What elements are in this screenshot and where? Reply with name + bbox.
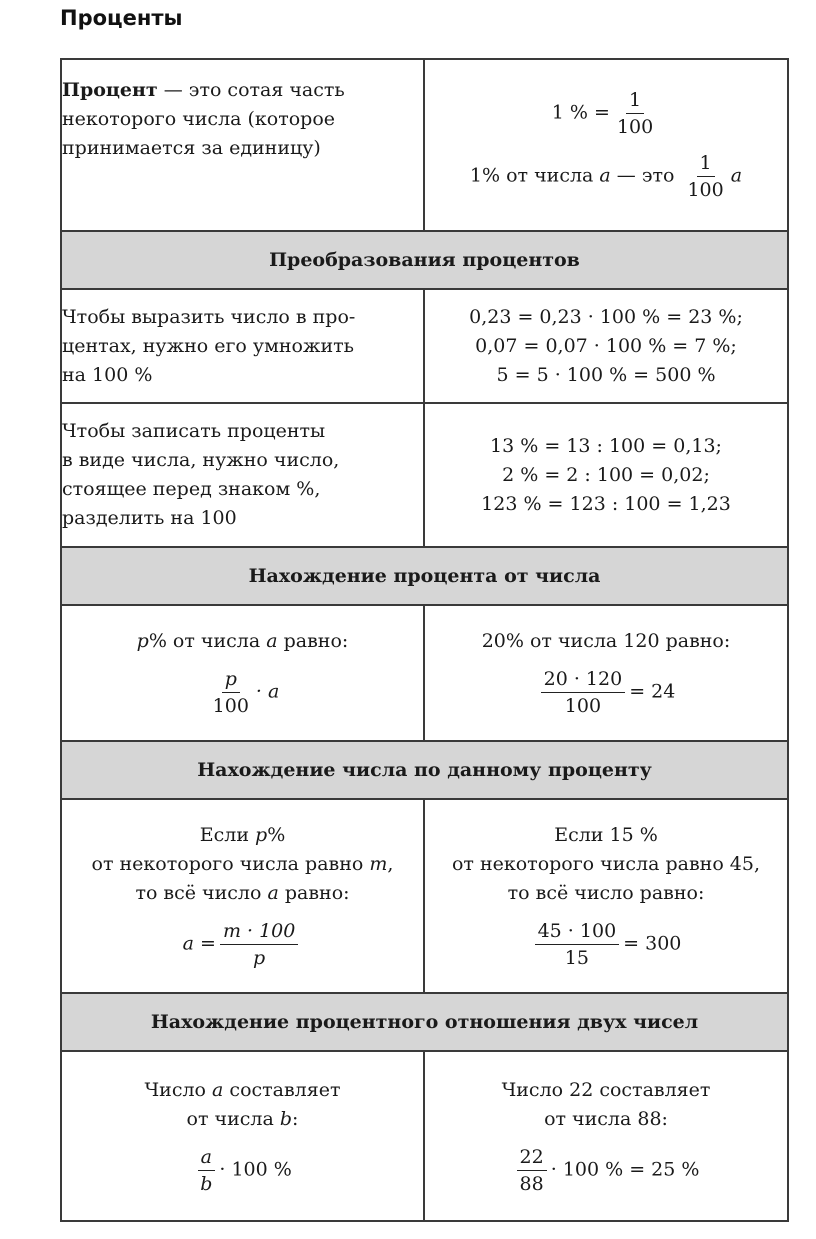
definition-row <box>61 59 788 231</box>
rule-cell: Если p% от некоторого числа равно m, то всё число a равно: a = $\frac{m \cdot 100}{p}$ <box>61 799 424 993</box>
percent-ratio-formula: $\frac{a}{b}$ · 100 % <box>62 1144 423 1197</box>
fraction: $\frac{22}{88}$ <box>517 1144 547 1197</box>
one-percent-of-a-formula: 1% от числа a — это $\frac{1}{100}$ a <box>469 152 743 201</box>
section-header-percent-of-number: Нахождение процента от числа <box>61 547 788 605</box>
fraction: $\frac{1}{100}$ <box>616 89 654 138</box>
fraction: $\frac{m \cdot 100}{p}$ <box>220 918 298 971</box>
example-cell: 0,23 = 0,23 · 100 % = 23 %; 0,07 = 0,07 · 100 % = 7 %; 5 = 5 · 100 % = 500 % <box>424 289 788 403</box>
definition-formula-cell <box>424 59 788 231</box>
fraction: $\frac{45 \cdot 100}{15}$ <box>535 918 620 971</box>
definition-cell: Процент — это сотая часть некоторого числа (которое принимается за единицу) <box>61 59 424 231</box>
section-header-conversion: Преобразования процентов <box>61 231 788 289</box>
number-by-percent-row <box>61 799 788 993</box>
rule-cell: p% от числа a равно: $\frac{p}{100}$ · a <box>61 605 424 741</box>
fraction: $\frac{20 \cdot 120}{100}$ <box>541 666 626 719</box>
conversion-row-2 <box>61 403 788 547</box>
example-cell: 20% от числа 120 равно: $\frac{20 \cdot 120}{100}$ = 24 <box>424 605 788 741</box>
example-cell: Число 22 составляет от числа 88: $\frac{22}{88}$ · 100 % = 25 % <box>424 1051 788 1221</box>
section-header-row <box>61 993 788 1051</box>
one-percent-formula: 1 % = $\frac{1}{100}$ <box>425 87 787 140</box>
example-formula: $\frac{45 \cdot 100}{15}$ = 300 <box>425 918 787 971</box>
example-formula: $\frac{20 \cdot 120}{100}$ = 24 <box>425 666 787 719</box>
example-cell: 13 % = 13 : 100 = 0,13; 2 % = 2 : 100 = 0,02; 123 % = 123 : 100 = 1,23 <box>424 403 788 547</box>
rule-cell: Чтобы записать проценты в виде числа, нужно число, стоящее перед знаком %, разделить на 100 <box>61 403 424 547</box>
section-header-percent-ratio: Нахождение процентного отношения двух чисел <box>61 993 788 1051</box>
section-header-row <box>61 231 788 289</box>
percent-ratio-row <box>61 1051 788 1221</box>
percent-of-number-formula: $\frac{p}{100}$ · a <box>62 666 423 719</box>
section-header-row <box>61 741 788 799</box>
number-by-percent-formula: a = $\frac{m \cdot 100}{p}$ <box>62 918 423 971</box>
example-cell: Если 15 % от некоторого числа равно 45, то всё число равно: $\frac{45 \cdot 100}{15}$ = 300 <box>424 799 788 993</box>
percent-reference-table <box>60 58 789 1222</box>
example-formula: $\frac{22}{88}$ · 100 % = 25 % <box>425 1144 787 1197</box>
rule-cell: Чтобы выразить число в про- центах, нужно его умножить на 100 % <box>61 289 424 403</box>
rule-cell: Число a составляет от числа b: $\frac{a}{b}$ · 100 % <box>61 1051 424 1221</box>
section-header-number-by-percent: Нахождение числа по данному проценту <box>61 741 788 799</box>
conversion-row-1 <box>61 289 788 403</box>
term-percent: Процент <box>62 79 158 101</box>
fraction: $\frac{1}{100}$ <box>687 152 724 201</box>
fraction: $\frac{a}{b}$ <box>197 1144 215 1197</box>
page-title: Проценты <box>60 6 183 30</box>
fraction: $\frac{p}{100}$ <box>212 668 249 717</box>
percent-of-number-row <box>61 605 788 741</box>
section-header-row <box>61 547 788 605</box>
